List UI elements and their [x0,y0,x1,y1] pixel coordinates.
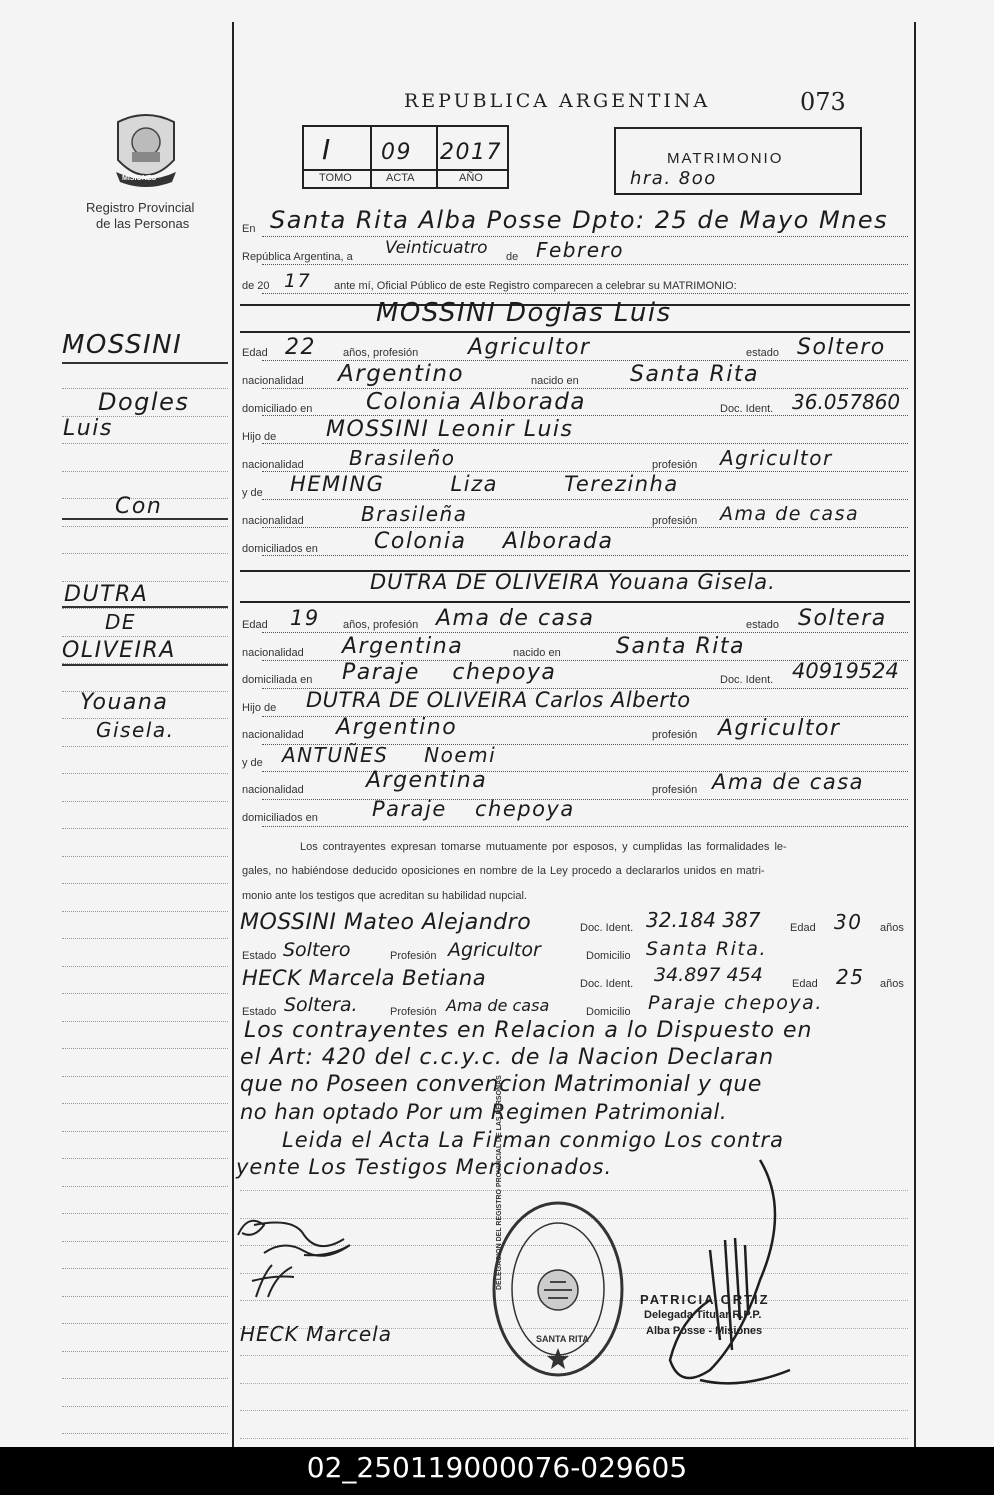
margin-ruled-line [62,1103,228,1104]
margin-ruled-line [62,636,228,637]
bride-nacionalidad-label: nacionalidad [242,647,304,659]
country-heading: REPUBLICA ARGENTINA [404,90,711,112]
witness1-anos-label: años [880,922,904,934]
margin-ruled-line [62,1241,228,1242]
groom-profession: Agricultor [468,335,591,360]
body-ruled-line [262,443,908,444]
witness2-age: 25 [836,965,865,989]
body-ruled-line [262,527,908,528]
bride-age: 19 [290,606,320,630]
seal-banner-text: MISIONES [122,175,157,182]
groom-hijo-label: Hijo de [242,431,277,443]
groom-name-rule-bottom [240,331,910,333]
bride-nationality: Argentina [342,634,464,659]
margin-ruled-line [62,856,228,857]
marriage-hour: hra. 8oo [630,168,717,189]
ano-value: 2017 [440,140,502,165]
margin-ruled-line [62,1323,228,1324]
witness1-address: Santa Rita. [646,938,767,960]
official-signature [650,1150,800,1400]
note-line1: Los contrayentes en Relacion a lo Dispuesto en [244,1018,813,1043]
official-name: PATRICIA ORTIZ [640,1292,770,1307]
witness2-doc: 34.897 454 [654,964,763,986]
margin-ruled-line [62,1076,228,1077]
groom-parents-dom-label: domiciliados en [242,543,318,555]
bride-name-rule-bottom [240,601,910,603]
tomo-label: TOMO [319,172,352,184]
bride-yde-label: y de [242,757,263,769]
margin-surname2b: DE [105,610,137,634]
groom-father-nationality: Brasileño [349,446,456,470]
bride-edad-label: Edad [242,619,268,631]
marriage-month: Febrero [536,238,624,262]
groom-born: Santa Rita [630,362,759,387]
body-ruled-line [240,1190,908,1191]
witness2-domicilio-label: Domicilio [586,1006,631,1018]
groom-father-profession: Agricultor [720,446,833,470]
margin-ruled-line [62,911,228,912]
witness2-profesion-label: Profesión [390,1006,437,1018]
acta-value: 09 [381,140,412,165]
body-ruled-line [262,826,908,827]
body-ruled-line [240,1438,908,1439]
year-prefix: de 20 [242,280,270,292]
marriage-day: Veinticuatro [385,238,488,258]
margin-ruled-line [62,883,228,884]
bride-profession: Ama de casa [436,606,595,631]
margin-ruled-line [62,443,228,444]
bride-nacido-label: nacido en [513,647,561,659]
ano-label: AÑO [459,172,483,184]
margin-con: Con [115,494,163,519]
witness1-domicilio-label: Domicilio [586,950,631,962]
org-name-line2: de las Personas [96,216,190,231]
stamp-text: DELEGACION DEL REGISTRO PROVINCIAL DE LAS PERSONAS [496,1075,503,1290]
margin-surname2c: OLIVEIRA [62,638,176,663]
declaration-line1: Los contrayentes expresan tomarse mutuamente por esposos, y cumplidas las formalidades le- [300,841,787,853]
margin-ruled-line [62,1131,228,1132]
groom-estado-label: estado [746,347,780,359]
bride-father: DUTRA DE OLIVEIRA Carlos Alberto [306,688,691,712]
groom-nacionalidad-label: nacionalidad [242,375,304,387]
bride-mother: ANTUÑES Noemi [282,743,497,767]
witness2-anos-label: años [880,978,904,990]
bride-mother-profession: Ama de casa [712,770,865,794]
en-label: En [242,223,256,235]
margin-ruled-line [62,608,228,609]
witness2-doc-label: Doc. Ident. [580,978,634,990]
groom-mother: HEMING Liza Terezinha [290,472,679,496]
margin-ruled-line [62,938,228,939]
groom-full-name: MOSSINI Doglas Luis [376,298,672,328]
margin-ruled-line [62,1048,228,1049]
witness2-profession: Ama de casa [446,996,550,1015]
bride-doc-label: Doc. Ident. [720,674,774,686]
bride-domicilio-label: domiciliada en [242,674,313,686]
margin-surname2a: DUTRA [64,582,149,607]
body-ruled-line [262,555,908,556]
bride-doc: 40919524 [792,659,899,683]
note-line4: no han optado Por um Regimen Patrimonial. [240,1100,727,1124]
year-suffix: 17 [284,270,312,292]
note-line2: el Art: 420 del c.c.y.c. de la Nacion Declaran [240,1045,775,1070]
bride-mother-nat-label: nacionalidad [242,784,304,796]
groom-mother-nat-label: nacionalidad [242,515,304,527]
margin-ruled-line [62,1433,228,1434]
bride-estado-label: estado [746,619,780,631]
bride-full-name: DUTRA DE OLIVEIRA Youana Gisela. [370,570,776,594]
box-divider [436,127,438,187]
groom-edad-label: Edad [242,347,268,359]
de-label: de [506,251,519,263]
margin-ruled-line [62,1351,228,1352]
witness1-profession: Agricultor [448,939,541,961]
stamp-place: SANTA RITA [536,1334,589,1344]
groom-father: MOSSINI Leonir Luis [326,417,574,442]
groom-mother-nationality: Brasileña [361,502,468,526]
bride-hijo-label: Hijo de [242,702,277,714]
note-line6: yente Los Testigos Mencionados. [236,1155,613,1179]
groom-doc-label: Doc. Ident. [720,403,774,415]
declaration-line2: gales, no habiéndose deducido oposiciones en nombre de la Ley procedo a declararlos unidos en matri- [242,865,765,877]
witness1-name: MOSSINI Mateo Alejandro [240,910,532,935]
groom-age: 22 [285,335,316,360]
box-divider [370,127,372,187]
org-name-line1: Registro Provincial [86,200,195,215]
witness1-doc-label: Doc. Ident. [580,922,634,934]
box-label-divider [304,169,507,171]
body-ruled-line [262,293,908,294]
body-ruled-line [262,236,908,237]
margin-ruled-line [62,1021,228,1022]
body-ruled-line [240,1410,908,1411]
margin-ruled-line [62,773,228,774]
witness2-edad-label: Edad [792,978,818,990]
margin-given2b: Gisela. [96,718,175,742]
bride-status: Soltera [798,606,887,631]
groom-doc: 36.057860 [792,390,901,414]
margin-ruled-line [62,553,228,554]
groom-mother-prof-label: profesión [652,515,698,527]
margin-ruled-line [62,1268,228,1269]
witness2-address: Paraje chepoya. [648,992,823,1014]
official-role: Delegada Titular R.P.P. [644,1309,762,1321]
official-place: Alba Posse - Misiones [646,1325,763,1337]
intro-text: ante mí, Oficial Público de este Registro comparecen a celebrar su MATRIMONIO: [334,280,737,292]
bride-mother-prof-label: profesión [652,784,698,796]
bride-parents-dom-label: domiciliados en [242,812,318,824]
witness1-edad-label: Edad [790,922,816,934]
margin-ruled-line [62,966,228,967]
margin-ruled-line [62,1406,228,1407]
republica-label: República Argentina, a [242,251,353,263]
witness2-estado-label: Estado [242,1006,277,1018]
witness2-name: HECK Marcela Betiana [242,966,487,990]
groom-address: Colonia Alborada [366,389,587,415]
margin-rule [62,362,228,364]
declaration-line3: monio ante los testigos que acreditan su habilidad nupcial. [242,890,527,902]
body-ruled-line [262,264,908,265]
body-ruled-line [240,1383,908,1384]
bride-mother-nationality: Argentina [366,768,488,793]
witness1-profesion-label: Profesión [390,950,437,962]
witness-signature: HECK Marcela [240,1322,392,1346]
page-number: 073 [800,88,846,116]
margin-ruled-line [62,471,228,472]
bride-father-prof-label: profesión [652,729,698,741]
tomo-value: I [322,133,332,166]
bride-parents-address: Paraje chepoya [372,797,575,821]
margin-ruled-line [62,1186,228,1187]
margin-surname1: MOSSINI [62,330,183,360]
body-ruled-line [262,632,908,633]
margin-ruled-line [62,993,228,994]
groom-domicilio-label: domiciliado en [242,403,313,415]
bride-father-profession: Agricultor [718,716,841,741]
witness1-status: Soltero [283,939,351,961]
margin-ruled-line [62,828,228,829]
margin-ruled-line [62,1158,228,1159]
bride-profesion-label: años, profesión [343,619,419,631]
groom-yde-label: y de [242,487,263,499]
note-line3: que no Poseen convencion Matrimonial y que [240,1072,762,1097]
witness1-doc: 32.184 387 [646,908,761,932]
margin-given1b: Luis [63,416,113,441]
document-title: MATRIMONIO [667,150,784,167]
contrayentes-signature [234,1205,364,1310]
bride-born: Santa Rita [616,634,745,659]
marriage-place: Santa Rita Alba Posse Dpto: 25 de Mayo Mnes [270,206,889,234]
bride-address: Paraje chepoya [342,660,557,685]
right-frame-line [914,22,916,1447]
groom-nacido-label: nacido en [531,375,579,387]
margin-ruled-line [62,801,228,802]
groom-father-nat-label: nacionalidad [242,459,304,471]
margin-rule [62,664,228,666]
margin-given1a: Dogles [98,388,190,416]
margin-ruled-line [62,1213,228,1214]
margin-ruled-line [62,1296,228,1297]
witness1-age: 30 [834,910,863,934]
witness1-estado-label: Estado [242,950,277,962]
witness2-status: Soltera. [284,994,358,1016]
scan-id-footer: 02_250119000076-029605 [0,1447,994,1495]
margin-given2a: Youana [80,690,169,715]
acta-label: ACTA [386,172,415,184]
groom-mother-profession: Ama de casa [720,503,860,525]
groom-profesion-label: años, profesión [343,347,419,359]
groom-nationality: Argentino [338,361,465,387]
body-ruled-line [262,499,908,500]
margin-ruled-line [62,526,228,527]
margin-ruled-line [62,1378,228,1379]
groom-status: Soltero [797,335,886,360]
body-ruled-line [262,415,908,416]
groom-parents-address: Colonia Alborada [374,529,614,554]
bride-father-nationality: Argentino [336,715,458,740]
margin-ruled-line [62,746,228,747]
note-line5: Leida el Acta La Firman conmigo Los contra [282,1128,785,1152]
body-ruled-line [262,799,908,800]
bride-father-nat-label: nacionalidad [242,729,304,741]
groom-father-prof-label: profesión [652,459,698,471]
registry-stamp [488,1198,628,1380]
